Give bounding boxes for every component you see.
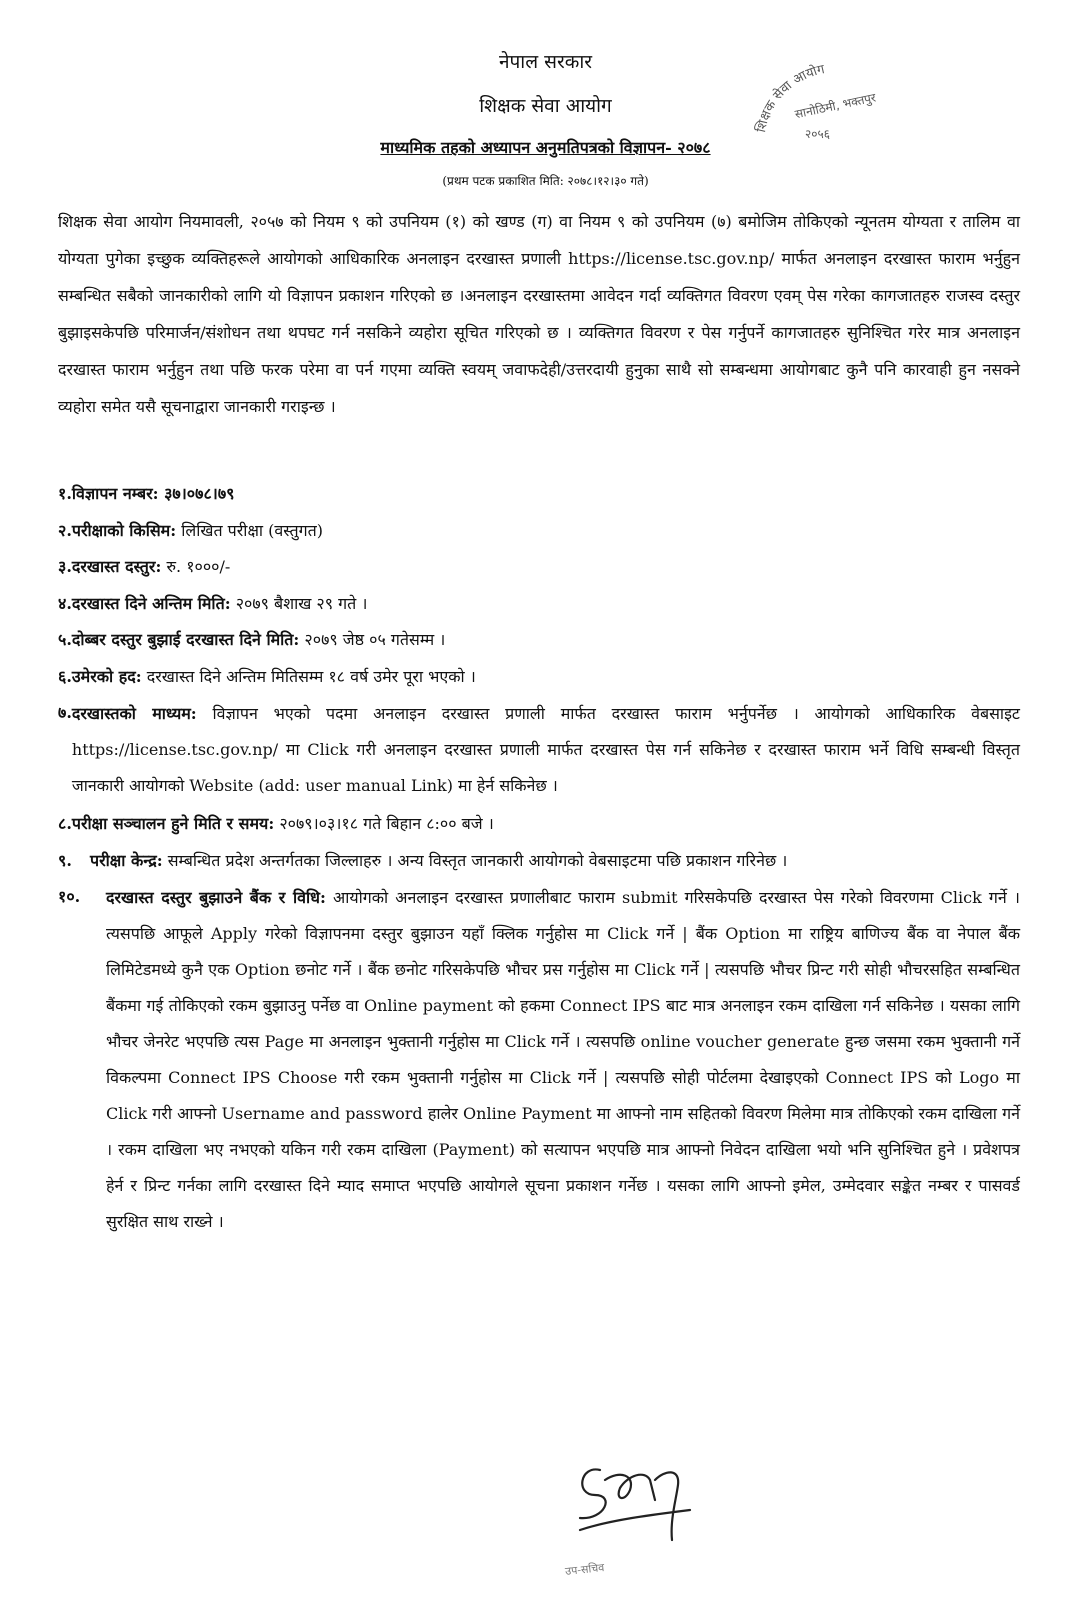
item-number: ७. xyxy=(58,703,72,722)
list-item xyxy=(58,623,1020,657)
item-number: ६. xyxy=(58,666,72,686)
list-item xyxy=(58,807,1020,841)
government-heading: नेपाल सरकार xyxy=(498,51,593,73)
item-text: आयोगको अनलाइन दरखास्त प्रणालीबाट फाराम submit गरिसकेपछि दरखास्त पेस गरेको विवरणमा Click गर्ने । त्यसपछि आफूले Apply गरेको विज्ञापनमा दस्तुर बुझाउन यहाँ क्लिक गर्नुहोस मा Click गर्ने | बैंक Option मा राष्ट्रिय बाणिज्य बैंक वा नेपाल बैंक लिमिटेडमध्ये कुनै एक Option छनोट गर्ने । बैंक छनोट गरिसकेपछि भौचर प्रस गर्नुहोस मा Click गर्ने | त्यसपछि भौचर प्रिन्ट गरी सोही भौचरसहित सम्बन्धित बैंकमा गई तोकिएको रकम बुझाउनु पर्नेछ वा Online payment को हकमा Connect IPS बाट मात्र अनलाइन रकम दाखिला गर्न सकिनेछ । यसका लागि भौचर जेनरेट भएपछि त्यस Page मा अनलाइन भुक्तानी गर्नुहोस मा Click गर्ने । त्यसपछि online voucher generate हुन्छ जसमा रकम भुक्तानी गर्ने विकल्पमा Connect IPS Choose गरी रकम भुक्तानी गर्नुहोस मा Click गर्ने | त्यसपछि सोही पोर्टलमा देखाइएको Connect IPS को Logo मा Click गरी आफ्नो Username and password हालेर Online Payment मा आफ्नो नाम सहितको विवरण मिलेमा मात्र तोकिएको रकम दाखिला गर्ने । रकम दाखिला भए नभएको यकिन गरी रकम दाखिला (Payment) को सत्यापन भएपछि मात्र आफ्नो निवेदन दाखिला भयो भनि सुनिश्चित हुने । प्रवेशपत्र हेर्न र प्रिन्ट गर्नका लागि दरखास्त दिने म्याद समाप्त भएपछि आयोगले सूचना प्रकाशन गर्नेछ । यसका लागि आफ्नो इमेल, उम्मेदवार सङ्केत नम्बर र पासवर्ड सुरक्षित साथ राख्ने । xyxy=(106,888,1020,1231)
item-body xyxy=(72,587,1020,621)
item-body xyxy=(72,660,1020,694)
signature xyxy=(560,1440,710,1550)
list-item xyxy=(58,660,1020,694)
item-number: ४. xyxy=(58,593,72,613)
item-text: २०७९।०३।१८ गते बिहान ८:०० बजे । xyxy=(274,814,494,833)
list-item xyxy=(58,514,1020,548)
list-item xyxy=(58,880,1020,1240)
item-number: ५. xyxy=(58,630,72,649)
notice-items xyxy=(58,477,1020,1243)
item-label: परीक्षा केन्द्र: xyxy=(90,850,163,870)
stamp-ring-text xyxy=(753,62,827,134)
item-body xyxy=(72,696,1020,804)
item-label: उमेरको हद: xyxy=(71,666,142,686)
item-text: रु. १०००/- xyxy=(161,557,231,576)
item-label: परीक्षा सञ्चालन हुने मिति र समय: xyxy=(71,814,275,833)
item-body xyxy=(72,477,1020,511)
signature-note: उप-सचिव xyxy=(564,1560,605,1579)
stamp-year: २०५६ xyxy=(805,127,830,141)
item-text: सम्बन्धित प्रदेश अन्तर्गतका जिल्लाहरु । अन्य विस्तृत जानकारी आयोगको वेबसाइटमा पछि प्रकाशन गरिनेछ । xyxy=(162,850,788,870)
item-text: २०७९ जेष्ठ ०५ गतेसम्म । xyxy=(299,630,446,649)
item-label: दरखास्त दस्तुर बुझाउने बैंक र विधि: xyxy=(106,888,326,907)
item-body xyxy=(90,844,1020,878)
item-label: परीक्षाको किसिम: xyxy=(71,520,177,540)
item-text: विज्ञापन भएको पदमा अनलाइन दरखास्त प्रणाली मार्फत दरखास्त फाराम भर्नुपर्नेछ । आयोगको आधिकारिक वेबसाइट https://license.tsc.gov.np/ मा Click गरी अनलाइन दरखास्त प्रणाली मार्फत दरखास्त पेस गर्न सकिनेछ र दरखास्त फाराम भर्ने विधि सम्बन्धी विस्तृत जानकारी आयोगको Website (add: user manual Link) मा हेर्न सकिनेछ । xyxy=(71,704,1020,795)
list-item xyxy=(58,587,1020,621)
item-number: २. xyxy=(58,520,72,540)
item-number: १. xyxy=(58,484,72,503)
list-item xyxy=(58,550,1020,584)
commission-heading: शिक्षक सेवा आयोग xyxy=(479,95,612,117)
item-body xyxy=(72,550,1020,584)
item-number: ३. xyxy=(58,557,72,576)
item-body xyxy=(72,623,1020,657)
item-label: दोब्बर दस्तुर बुझाई दरखास्त दिने मिति: xyxy=(71,630,300,649)
list-item xyxy=(58,477,1020,511)
item-label: विज्ञापन नम्बर: ३७।०७८।७९ xyxy=(71,484,235,503)
item-body xyxy=(106,880,1020,1240)
list-item xyxy=(58,844,1020,878)
item-number: ८. xyxy=(58,814,72,833)
stamp-line1: शिक्षक सेवा आयोग xyxy=(753,62,827,134)
intro-paragraph: शिक्षक सेवा आयोग नियमावली, २०५७ को नियम ९ को उपनियम (१) को खण्ड (ग) वा नियम ९ को उपनियम (७) बमोजिम तोकिएको न्यूनतम योग्यता र तालिम वा योग्यता पुगेका इच्छुक व्यक्तिहरूले आयोगको आधिकारिक अनलाइन दरखास्त प्रणाली https://license.tsc.gov.np/ मार्फत अनलाइन दरखास्त फाराम भर्नुहुन सम्बन्धित सबैको जानकारीको लागि यो विज्ञापन प्रकाशन गरिएको छ ।अनलाइन दरखास्तमा आवेदन गर्दा व्यक्तिगत विवरण एवम् पेस गरेका कागजातहरु राजस्व दस्तुर बुझाइसकेपछि परिमार्जन/संशोधन तथा थपघट गर्न नसकिने व्यहोरा सूचित गरिएको छ । व्यक्तिगत विवरण र पेस गर्नुपर्ने कागजातहरु सुनिश्चित गरेर मात्र अनलाइन दरखास्त फाराम भर्नुहुन तथा पछि फरक परेमा वा पर्न गएमा व्यक्ति स्वयम् जवाफदेही/उत्तरदायी हुनुका साथै सो सम्बन्धमा आयोगबाट कुनै पनि कारवाही हुन नसक्ने व्यहोरा समेत यसै सूचनाद्वारा जानकारी गराइन्छ । xyxy=(58,212,1020,416)
item-label: दरखास्तको माध्यम: xyxy=(71,704,197,723)
item-body xyxy=(72,807,1020,841)
item-body xyxy=(72,514,1020,548)
list-item xyxy=(58,696,1020,804)
item-text: २०७९ बैशाख २९ गते । xyxy=(230,593,368,613)
item-text: दरखास्त दिने अन्तिम मितिसम्म १८ वर्ष उमेर पूरा भएको । xyxy=(141,666,476,686)
item-label: दरखास्त दिने अन्तिम मिति: xyxy=(71,593,231,613)
office-stamp xyxy=(745,38,925,148)
notice-title: माध्यमिक तहको अध्यापन अनुमतिपत्रको विज्ञापन- २०७८ xyxy=(380,138,711,157)
item-number: ९. xyxy=(58,850,72,870)
item-label: दरखास्त दस्तुर: xyxy=(71,557,162,576)
stamp-line2: सानोठिमी, भक्तपुर xyxy=(793,90,878,122)
item-text: लिखित परीक्षा (वस्तुगत) xyxy=(176,520,324,540)
item-number: १०. xyxy=(58,887,81,906)
published-date: (प्रथम पटक प्रकाशित मिति: २०७८।१२।३० गते) xyxy=(442,174,649,188)
